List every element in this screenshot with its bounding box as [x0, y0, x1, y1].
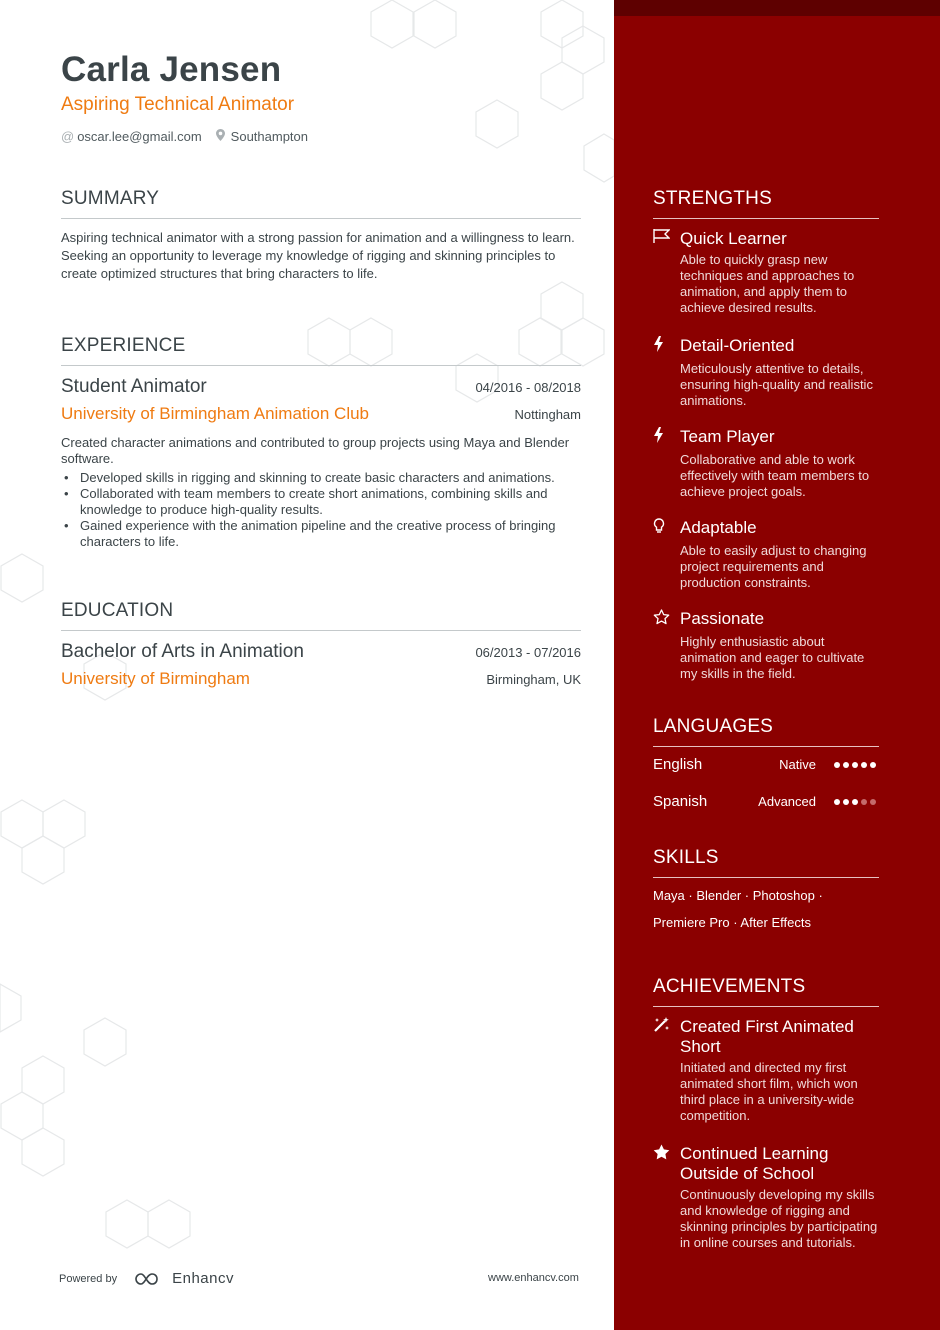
rating-dot-empty [861, 799, 867, 805]
strength-item [653, 427, 879, 500]
achievements-heading: ACHIEVEMENTS [653, 976, 879, 1007]
strength-title: Adaptable [680, 518, 757, 537]
strength-title: Quick Learner [680, 229, 787, 248]
summary-heading: SUMMARY [61, 188, 581, 219]
candidate-role: Aspiring Technical Animator [61, 94, 295, 115]
job-organization: University of Birmingham Animation Club [61, 404, 370, 423]
rating-dot-filled [834, 762, 840, 768]
rating-dot-filled [834, 799, 840, 805]
language-name: Spanish [653, 793, 708, 810]
language-rating [834, 762, 879, 768]
rating-dot-filled [852, 799, 858, 805]
language-level: Native [779, 757, 816, 772]
list-item: • Collaborated with team members to create short animations, combining skills and knowledge to produce high-quality results. [61, 486, 581, 518]
enhancv-brand-text: Enhancv [172, 1270, 234, 1287]
powered-by-text: Powered by [59, 1272, 118, 1285]
lightbulb-icon [653, 518, 680, 540]
job-title: Student Animator [61, 376, 207, 397]
enhancv-logo-icon [134, 1272, 166, 1286]
skills-line: Maya · Blender · Photoshop · [653, 888, 823, 903]
rating-dot-filled [870, 762, 876, 768]
lightning-icon [653, 427, 680, 449]
job-header [61, 376, 581, 398]
candidate-name: Carla Jensen [61, 50, 282, 89]
achievement-title: Created First Animated Short [680, 1017, 854, 1056]
job-bullets [61, 470, 581, 550]
flag-icon [653, 229, 680, 249]
language-rating [834, 799, 879, 805]
list-item: • Gained experience with the animation pipeline and the creative process of bringing characters to life. [61, 518, 581, 550]
sidebar [614, 0, 940, 1330]
language-row [653, 793, 879, 810]
location-text: Southampton [230, 129, 309, 144]
email-link[interactable]: oscar.lee@gmail.com [77, 129, 202, 144]
skills-line: Premiere Pro · After Effects [653, 915, 811, 930]
education-school-row [61, 669, 581, 689]
strength-item [653, 336, 879, 409]
strength-item [653, 518, 879, 591]
achievement-description: Continuously developing my skills and knowledge of rigging and skinning principles by participating in online courses and tutorials. [680, 1187, 878, 1250]
rating-dot-filled [861, 762, 867, 768]
footer-website[interactable]: www.enhancv.com [488, 1272, 579, 1284]
skills-list [653, 882, 893, 936]
strength-title: Team Player [680, 427, 775, 446]
skills-heading: SKILLS [653, 847, 879, 878]
contact-info [61, 129, 308, 144]
education-dates: 06/2013 - 07/2016 [475, 645, 581, 660]
star-outline-icon [653, 609, 680, 631]
job-description: Created character animations and contributed to group projects using Maya and Blender software. [61, 435, 570, 466]
strength-item [653, 609, 879, 682]
language-name: English [653, 756, 703, 773]
star-filled-icon [653, 1144, 680, 1166]
school-location: Birmingham, UK [486, 672, 581, 687]
rating-dot-filled [852, 762, 858, 768]
education-heading: EDUCATION [61, 600, 581, 631]
location-pin-icon [216, 129, 225, 144]
strength-description: Collaborative and able to work effectively with team members to achieve project goals. [680, 452, 870, 499]
education-header [61, 641, 581, 663]
school-name: University of Birmingham [61, 669, 250, 688]
achievement-item [653, 1144, 879, 1251]
strength-description: Able to easily adjust to changing project requirements and production constraints. [680, 543, 867, 590]
achievement-title: Continued Learning Outside of School [680, 1144, 829, 1183]
lightning-icon [653, 336, 680, 358]
degree-title: Bachelor of Arts in Animation [61, 641, 304, 662]
strengths-heading: STRENGTHS [653, 188, 879, 219]
job-org-row [61, 404, 581, 424]
magic-wand-icon [653, 1017, 680, 1039]
language-row [653, 756, 879, 773]
experience-heading: EXPERIENCE [61, 335, 581, 366]
languages-heading: LANGUAGES [653, 716, 879, 747]
rating-dot-filled [843, 799, 849, 805]
strength-description: Highly enthusiastic about animation and eager to cultivate my skills in the field. [680, 634, 865, 681]
footer-powered-by [59, 1270, 234, 1287]
language-level: Advanced [758, 794, 816, 809]
achievement-description: Initiated and directed my first animated short film, which won third place in a university-wide competition. [680, 1060, 858, 1123]
at-sign-icon: @ [61, 129, 75, 144]
sidebar-top-bar [614, 0, 940, 16]
strength-title: Detail-Oriented [680, 336, 795, 355]
list-item: • Developed skills in rigging and skinning to create basic characters and animations. [61, 470, 581, 486]
rating-dot-empty [870, 799, 876, 805]
strength-item [653, 229, 879, 316]
strength-description: Meticulously attentive to details, ensuring high-quality and realistic animations. [680, 361, 873, 408]
job-location: Nottingham [514, 407, 581, 422]
achievement-item [653, 1017, 879, 1124]
rating-dot-filled [843, 762, 849, 768]
enhancv-logo[interactable] [134, 1270, 234, 1287]
strength-description: Able to quickly grasp new techniques and approaches to animation, and apply them to achieve desired results. [680, 252, 855, 315]
job-dates: 04/2016 - 08/2018 [475, 380, 581, 395]
summary-text: Aspiring technical animator with a strong passion for animation and a willingness to learn. Seeking an opportunity to leverage my knowledge of rigging and skinning principles to create optimized structures that bring characters to life. [61, 230, 575, 281]
strength-title: Passionate [680, 609, 765, 628]
